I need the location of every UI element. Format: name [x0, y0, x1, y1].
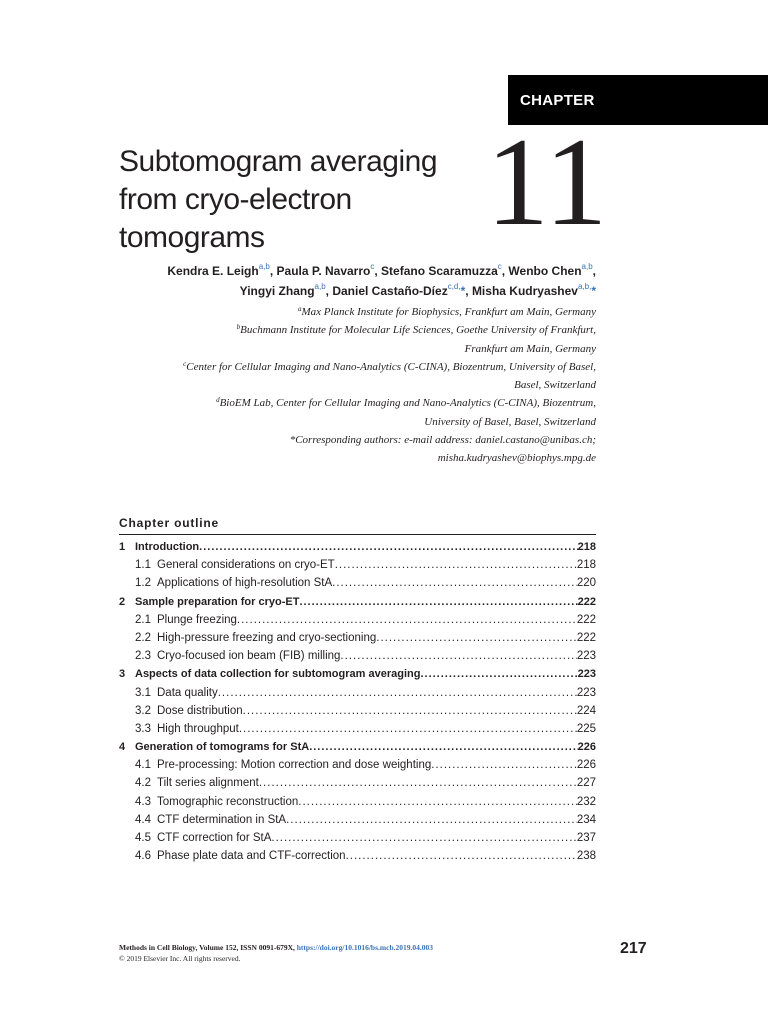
toc-section[interactable] [119, 668, 596, 686]
toc-leader [237, 614, 577, 626]
toc-subsection[interactable] [119, 614, 596, 632]
toc-page: 222 [576, 613, 596, 626]
toc-subsection[interactable] [119, 650, 596, 668]
toc-title: Tilt series alignment [157, 777, 259, 790]
affiliation-marker: d [216, 396, 220, 405]
toc-number: 4.3 [135, 795, 151, 808]
affiliations [76, 303, 596, 468]
affiliation-marker: b [236, 323, 241, 332]
toc-title: Generation of tomograms for StA [135, 741, 310, 754]
footer-citation [119, 942, 539, 953]
affiliation-line [76, 321, 596, 339]
page-number: 217 [620, 940, 647, 957]
toc-page: 224 [576, 704, 596, 717]
author-line [76, 281, 596, 301]
author-separator: , [325, 284, 333, 298]
author-name: Daniel Castaño-Díez [332, 284, 448, 298]
affiliation-line [76, 394, 596, 412]
chapter-label: CHAPTER [520, 91, 595, 109]
author-name: Stefano Scaramuzza [381, 264, 498, 278]
author-name: Kendra E. Leigh [167, 264, 259, 278]
toc-page: 226 [576, 759, 596, 772]
affiliation-line [76, 303, 596, 321]
affiliation-line [76, 449, 596, 467]
toc-number: 4 [119, 741, 126, 754]
toc-subsection[interactable] [119, 777, 596, 795]
toc-page: 223 [576, 686, 596, 699]
toc-page: 232 [576, 795, 596, 808]
toc-leader [335, 559, 577, 571]
toc-section[interactable] [119, 596, 596, 614]
toc-subsection[interactable] [119, 723, 596, 741]
toc-title: Cryo-focused ion beam (FIB) milling [157, 650, 341, 663]
toc-title: Aspects of data collection for subtomogram averaging [135, 668, 421, 681]
affiliation-marker: a,b [581, 262, 593, 271]
affiliation-text: BioEM Lab, Center for Cellular Imaging and Nano-Analytics (C-CINA), Biozentrum, [219, 397, 596, 410]
toc-leader [243, 705, 577, 717]
copyright: © 2019 Elsevier Inc. All rights reserved. [119, 954, 241, 963]
affiliation-line [76, 376, 596, 394]
affiliation-text: Max Planck Institute for Biophysics, Frankfurt am Main, Germany [301, 306, 596, 318]
author-name: Yingyi Zhang [239, 284, 315, 298]
title-line: tomograms [119, 221, 265, 254]
outline-divider [119, 534, 596, 535]
toc-number: 3.2 [135, 704, 151, 717]
author-name: Paula P. Navarro [276, 264, 371, 278]
toc-page: 223 [576, 650, 596, 663]
affiliation-text: *Corresponding authors: e-mail address: daniel.castano@unibas.ch; [289, 434, 596, 447]
author-separator: , [269, 264, 277, 278]
toc-title: Data quality [157, 686, 218, 699]
toc-leader [299, 596, 577, 608]
toc-number: 4.5 [135, 832, 151, 844]
affiliation-marker: a,b [258, 262, 270, 271]
affiliation-text: Frankfurt am Main, Germany [464, 342, 596, 355]
author-separator: , [374, 264, 382, 278]
toc-page: 220 [576, 577, 596, 590]
toc-title: Introduction [135, 541, 200, 553]
toc-number: 4.6 [135, 850, 151, 863]
toc-leader [420, 668, 577, 680]
outline-heading: Chapter outline [119, 516, 220, 530]
toc-subsection[interactable] [119, 850, 596, 868]
affiliation-marker: c,d, [447, 282, 461, 291]
toc-page: 225 [576, 722, 596, 735]
affiliation-line [76, 358, 596, 376]
toc-page: 238 [576, 850, 596, 863]
affiliation-line [76, 340, 596, 358]
toc-number: 2.1 [135, 613, 151, 626]
toc-number: 4.4 [135, 813, 151, 826]
toc-page: 223 [577, 668, 596, 681]
toc-page: 218 [577, 541, 596, 553]
toc-page: 234 [576, 813, 596, 826]
toc-title: Tomographic reconstruction [157, 795, 299, 808]
affiliation-text: misha.kudryashev@biophys.mpg.de [437, 452, 596, 465]
table-of-contents [119, 541, 596, 868]
affiliation-text: University of Basel, Basel, Switzerland [424, 415, 596, 428]
affiliation-marker: a [297, 305, 302, 313]
affiliation-text: Center for Cellular Imaging and Nano-Analytics (C-CINA), Biozentrum, University of Basel, [186, 360, 596, 373]
toc-leader [340, 650, 576, 662]
toc-number: 3.1 [135, 686, 151, 699]
title-line: Subtomogram averaging [119, 145, 438, 178]
toc-leader [431, 759, 577, 771]
toc-number: 1.2 [135, 577, 151, 590]
toc-page: 222 [577, 595, 596, 608]
affiliation-text: Basel, Switzerland [514, 379, 596, 392]
toc-page: 226 [577, 741, 596, 754]
affiliation-marker: c [183, 359, 187, 368]
affiliation-marker: a,b [314, 282, 326, 291]
toc-subsection[interactable] [119, 796, 596, 814]
affiliation-marker: a,b, [577, 282, 592, 291]
toc-subsection[interactable] [119, 632, 596, 650]
toc-subsection[interactable] [119, 559, 596, 577]
footer [119, 942, 539, 964]
chapter-title [119, 143, 479, 257]
toc-title: High-pressure freezing and cryo-sectioning [157, 631, 377, 644]
toc-title: High throughput [157, 722, 239, 735]
toc-leader [271, 832, 576, 844]
corresponding-mark: * [460, 284, 466, 298]
toc-leader [309, 741, 577, 753]
toc-number: 4.2 [135, 777, 151, 790]
affiliation-line [76, 413, 596, 431]
author-name: Wenbo Chen [508, 264, 582, 278]
author-separator: , [465, 284, 472, 298]
journal-info: Methods in Cell Biology, Volume 152, ISSN 0091-679X, [119, 943, 295, 952]
toc-leader [259, 777, 577, 789]
toc-title: CTF determination in StA [157, 813, 287, 826]
toc-title: Applications of high-resolution StA [157, 577, 333, 590]
toc-title: General considerations on cryo-ET [157, 559, 335, 572]
chapter-number: 11 [486, 113, 608, 252]
toc-subsection[interactable] [119, 759, 596, 777]
toc-subsection[interactable] [119, 814, 596, 832]
toc-subsection[interactable] [119, 577, 596, 595]
toc-number: 1.1 [135, 559, 151, 572]
toc-number: 3 [119, 668, 126, 681]
author-name: Misha Kudryashev [471, 284, 578, 298]
doi-link[interactable]: https://doi.org/10.1016/bs.mcb.2019.04.003 [296, 943, 433, 952]
toc-title: Sample preparation for cryo-ET [135, 595, 300, 608]
toc-number: 2.2 [135, 631, 151, 644]
toc-title: Pre-processing: Motion correction and dose weighting [157, 759, 432, 772]
toc-title: Plunge freezing [157, 613, 237, 626]
author-separator: , [592, 264, 596, 278]
affiliation-text: Buchmann Institute for Molecular Life Sciences, Goethe University of Frankfurt, [240, 324, 596, 337]
toc-title: Phase plate data and CTF-correction [157, 850, 346, 863]
toc-number: 2 [119, 595, 126, 608]
affiliation-marker: c [497, 262, 502, 271]
toc-number: 2.3 [135, 650, 151, 663]
toc-title: CTF correction for StA [157, 832, 272, 844]
toc-leader [218, 687, 577, 699]
toc-title: Dose distribution [157, 704, 243, 717]
toc-number: 4.1 [135, 759, 151, 772]
affiliation-line [76, 431, 596, 449]
toc-leader [286, 814, 577, 826]
toc-leader [376, 632, 577, 644]
author-line [76, 261, 596, 281]
toc-subsection[interactable] [119, 705, 596, 723]
toc-number: 1 [119, 541, 126, 553]
toc-section[interactable] [119, 741, 596, 759]
toc-subsection[interactable] [119, 832, 596, 850]
author-separator: , [501, 264, 509, 278]
toc-page: 222 [576, 631, 596, 644]
title-line: from cryo-electron [119, 183, 352, 216]
toc-page: 218 [576, 559, 596, 572]
toc-leader [239, 723, 577, 735]
toc-page: 227 [576, 777, 596, 790]
toc-leader [332, 577, 577, 589]
toc-subsection[interactable] [119, 687, 596, 705]
affiliation-marker: c [370, 262, 375, 271]
author-list [76, 261, 596, 301]
toc-leader [346, 850, 577, 862]
toc-number: 3.3 [135, 722, 151, 735]
toc-section[interactable] [119, 541, 596, 559]
toc-leader [298, 796, 577, 808]
corresponding-mark: * [591, 284, 596, 298]
toc-leader [199, 541, 577, 553]
toc-page: 237 [576, 832, 596, 844]
